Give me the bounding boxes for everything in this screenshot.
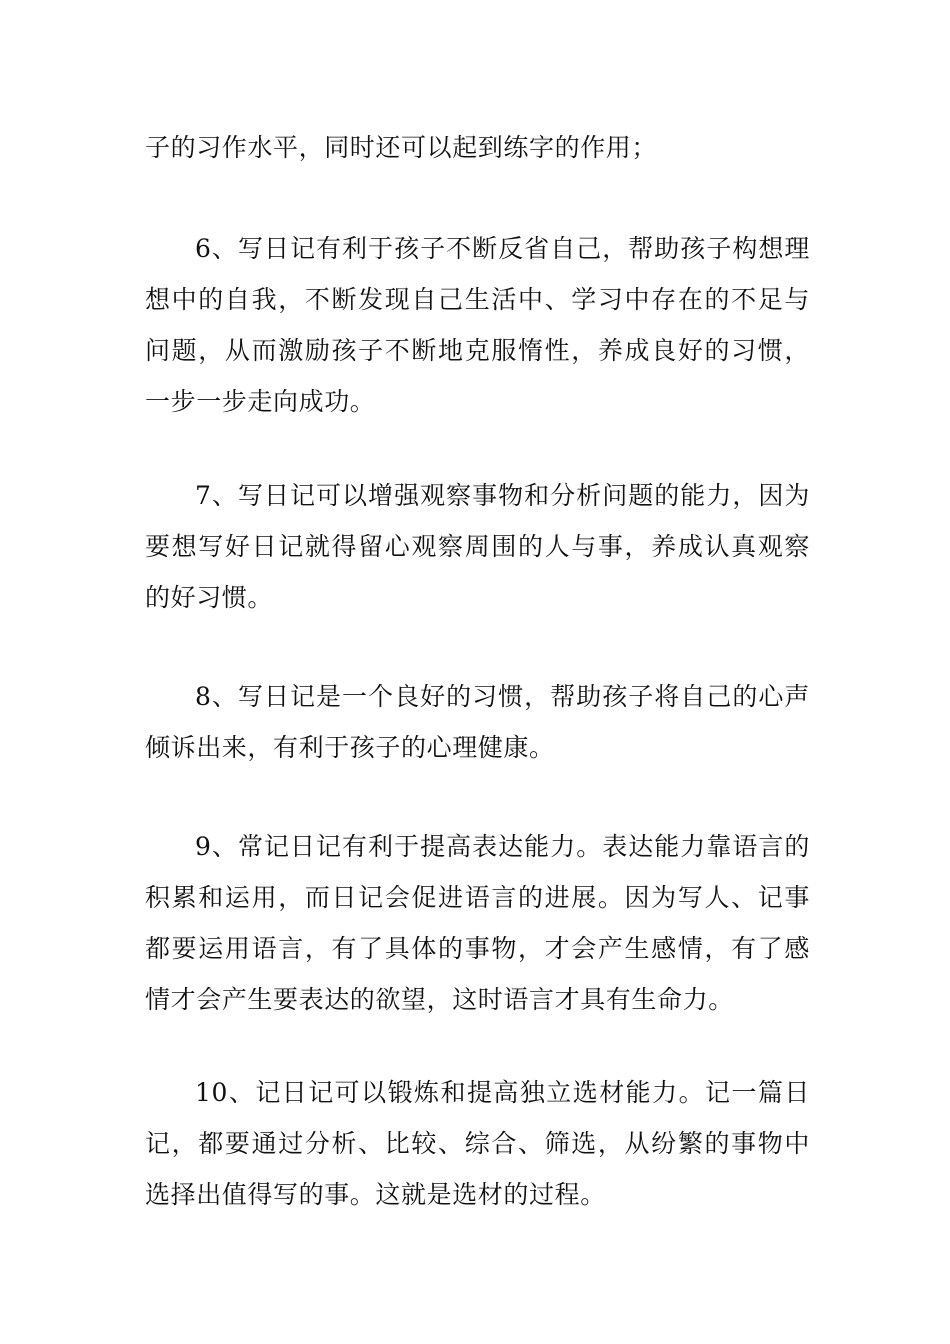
paragraph-item-7: 7、写日记可以增强观察事物和分析问题的能力，因为要想写好日记就得留心观察周围的人与事，养成认真观察的好习惯。	[145, 481, 810, 612]
paragraph-item-6: 6、写日记有利于孩子不断反省自己，帮助孩子构想理想中的自我，不断发现自己生活中、学习中存在的不足与问题，从而激励孩子不断地克服惰性，养成良好的习惯，一步一步走向成功。	[145, 234, 810, 416]
paragraph-item-10: 10、记日记可以锻炼和提高独立选材能力。记一篇日记，都要通过分析、比较、综合、筛选，从纷繁的事物中选择出值得写的事。这就是选材的过程。	[145, 1078, 810, 1209]
paragraph-item-9: 9、常记日记有利于提高表达能力。表达能力靠语言的积累和运用，而日记会促进语言的进展。因为写人、记事都要运用语言，有了具体的事物，才会产生感情，有了感情才会产生要表达的欲望，这时语言才具有生命力。	[145, 832, 810, 1014]
paragraph-item-8: 8、写日记是一个良好的习惯，帮助孩子将自己的心声倾诉出来，有利于孩子的心理健康。	[145, 682, 810, 762]
paragraph-continuation: 子的习作水平，同时还可以起到练字的作用；	[145, 133, 658, 162]
